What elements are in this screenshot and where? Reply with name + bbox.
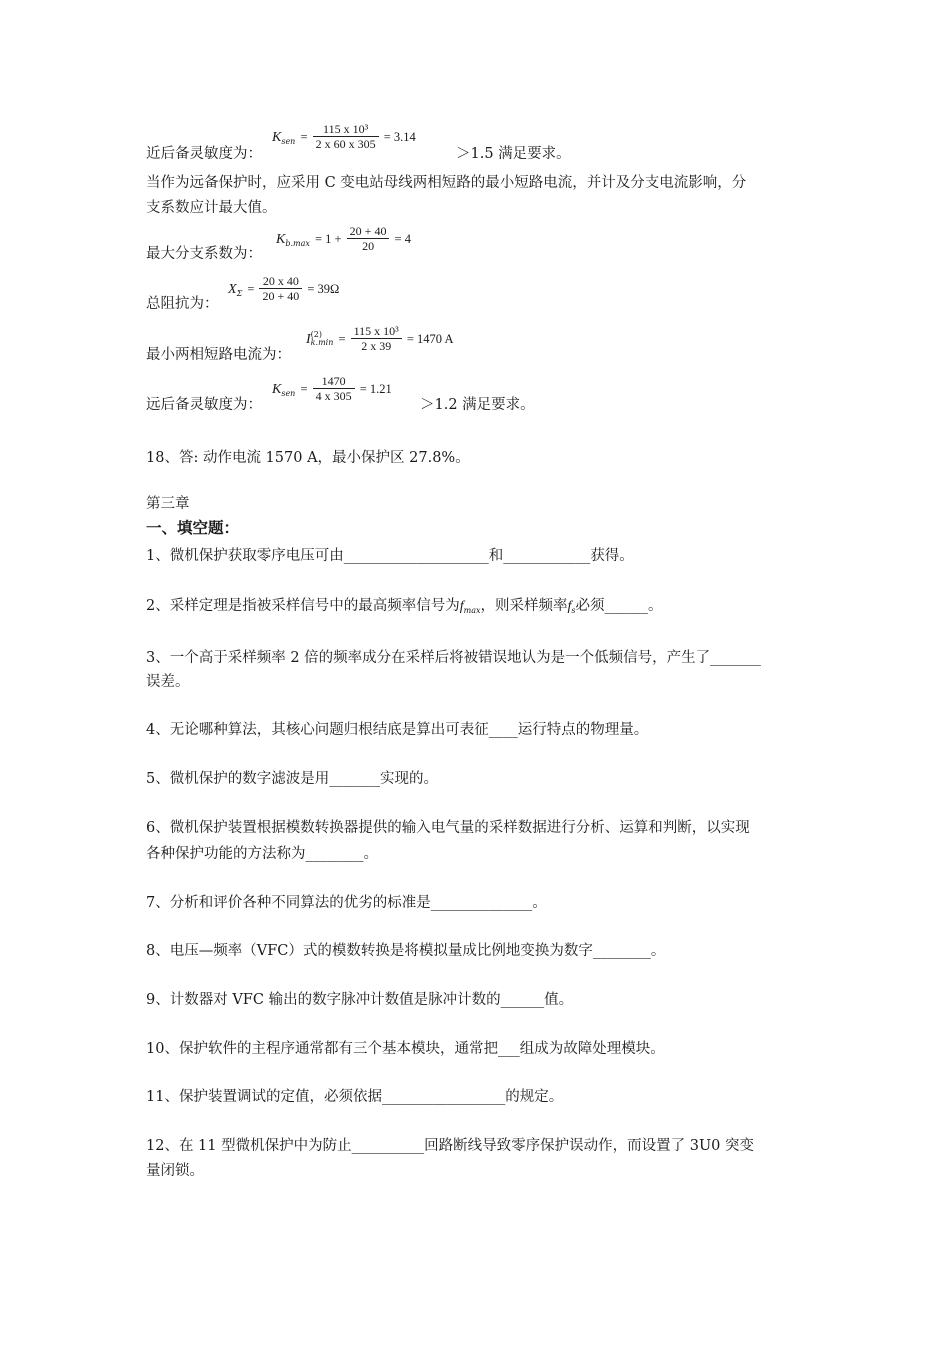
near-backup-label: 近后备灵敏度为： bbox=[146, 146, 262, 162]
question-2-text: 2、采样定理是指被采样信号中的最高频率信号为 bbox=[146, 598, 460, 614]
fraction-denominator: 2 x 39 bbox=[361, 339, 392, 353]
far-backup-fraction bbox=[313, 374, 355, 403]
question-11: 11、保护装置调试的定值，必须依据_________________的规定。 bbox=[146, 1089, 564, 1105]
near-backup-sensitivity-line bbox=[146, 144, 262, 164]
fraction-numerator: 115 x 10³ bbox=[351, 324, 402, 339]
min-short-circuit-label: 最小两相短路电流为： bbox=[146, 347, 291, 363]
max-branch-coefficient-line bbox=[146, 244, 262, 264]
k-symbol: K bbox=[272, 130, 282, 145]
question-12-line-2: 量闭锁。 bbox=[146, 1163, 204, 1179]
section-title: 一、填空题： bbox=[146, 519, 240, 537]
question-7: 7、分析和评价各种不同算法的优劣的标准是______________。 bbox=[146, 895, 547, 911]
equals-sign: = bbox=[338, 332, 346, 346]
formula-prefix: = 1 + bbox=[314, 232, 342, 246]
equals-sign: = bbox=[300, 130, 308, 144]
x-symbol: X bbox=[228, 282, 237, 297]
f-subscript: s bbox=[571, 606, 576, 615]
fraction-numerator: 1470 bbox=[313, 374, 355, 389]
equals-sign: = bbox=[247, 282, 255, 296]
equals-sign: = bbox=[300, 382, 308, 396]
fraction-denominator: 20 + 40 bbox=[262, 289, 300, 303]
total-impedance-formula bbox=[228, 274, 339, 303]
min-short-circuit-line bbox=[146, 345, 291, 365]
near-backup-formula bbox=[272, 122, 416, 151]
fraction-denominator: 20 bbox=[362, 239, 375, 253]
question-2-text: ，则采样频率 bbox=[480, 598, 568, 614]
question-1: 1、微机保护获取零序电压可由____________________和____________获得。 bbox=[146, 548, 634, 564]
question-8: 8、电压—频率（VFC）式的模数转换是将模拟量成比例地变换为数字________。 bbox=[146, 943, 666, 959]
i-symbol: I bbox=[306, 332, 311, 347]
far-backup-formula bbox=[272, 374, 392, 403]
question-6-line-2: 各种保护功能的方法称为________。 bbox=[146, 846, 378, 862]
far-backup-conclusion bbox=[420, 395, 535, 415]
paragraph-line: 支系数应计最大值。 bbox=[146, 200, 277, 216]
k-subscript: b.max bbox=[285, 239, 310, 248]
min-short-circuit-formula bbox=[306, 324, 454, 353]
conclusion-text: ＞1.5 满足要求。 bbox=[456, 146, 571, 162]
question-3-line-2: 误差。 bbox=[146, 674, 190, 690]
x-subscript: Σ bbox=[236, 289, 243, 298]
question-9: 9、计数器对 VFC 输出的数字脉冲计数值是脉冲计数的______值。 bbox=[146, 992, 574, 1008]
fraction-denominator: 4 x 305 bbox=[315, 389, 352, 403]
question-10: 10、保护软件的主程序通常都有三个基本模块，通常把___组成为故障处理模块。 bbox=[146, 1041, 665, 1057]
formula-result: = 3.14 bbox=[383, 130, 416, 144]
formula-result: = 1.21 bbox=[359, 382, 392, 396]
i-super-subscript bbox=[311, 331, 334, 347]
k-subscript: sen bbox=[281, 137, 296, 146]
i-subscript: k.min bbox=[310, 337, 334, 347]
max-branch-fraction bbox=[347, 224, 390, 253]
total-impedance-line bbox=[146, 294, 219, 314]
conclusion-text: ＞1.2 满足要求。 bbox=[420, 397, 535, 413]
max-branch-formula bbox=[276, 224, 411, 253]
near-backup-conclusion bbox=[456, 144, 571, 164]
near-backup-fraction bbox=[313, 122, 379, 151]
question-4: 4、无论哪种算法，其核心问题归根结底是算出可表征____运行特点的物理量。 bbox=[146, 722, 649, 738]
k-subscript: sen bbox=[281, 389, 296, 398]
answer-18: 18、答: 动作电流 1570 A，最小保护区 27.8%。 bbox=[146, 450, 470, 466]
f-symbol: f bbox=[567, 599, 572, 614]
fraction-numerator: 20 + 40 bbox=[347, 224, 390, 239]
min-short-circuit-fraction bbox=[351, 324, 402, 353]
paragraph-line: 当作为远备保护时，应采用 C 变电站母线两相短路的最小短路电流，并计及分支电流影响，分 bbox=[146, 175, 747, 191]
f-symbol: f bbox=[459, 599, 464, 614]
formula-result: = 1470 A bbox=[406, 332, 454, 346]
formula-result: = 4 bbox=[394, 232, 411, 246]
far-backup-label: 远后备灵敏度为： bbox=[146, 397, 262, 413]
i-superscript: (2) bbox=[310, 329, 323, 339]
total-impedance-label: 总阻抗为： bbox=[146, 296, 219, 312]
far-backup-sensitivity-line bbox=[146, 395, 262, 415]
max-branch-label: 最大分支系数为： bbox=[146, 246, 262, 262]
fraction-numerator: 115 x 10³ bbox=[313, 122, 379, 137]
question-3-line-1: 3、一个高于采样频率 2 倍的频率成分在采样后将被错误地认为是一个低频信号，产生了_______ bbox=[146, 650, 761, 666]
formula-result: = 39Ω bbox=[307, 282, 340, 296]
k-symbol: K bbox=[272, 382, 282, 397]
chapter-title: 第三章 bbox=[146, 496, 190, 512]
question-6-line-1: 6、微机保护装置根据模数转换器提供的输入电气量的采样数据进行分析、运算和判断，以实现 bbox=[146, 820, 750, 836]
fraction-denominator: 2 x 60 x 305 bbox=[315, 137, 376, 151]
fraction-numerator: 20 x 40 bbox=[259, 274, 302, 289]
total-impedance-fraction bbox=[259, 274, 302, 303]
question-2-text: 必须______。 bbox=[575, 598, 663, 614]
question-12-line-1: 12、在 11 型微机保护中为防止__________回路断线导致零序保护误动作，而设置了 3U0 突变 bbox=[146, 1138, 755, 1154]
k-symbol: K bbox=[276, 232, 286, 247]
f-subscript: max bbox=[463, 606, 481, 615]
question-5: 5、微机保护的数字滤波是用_______实现的。 bbox=[146, 771, 438, 787]
question-2 bbox=[146, 596, 663, 621]
